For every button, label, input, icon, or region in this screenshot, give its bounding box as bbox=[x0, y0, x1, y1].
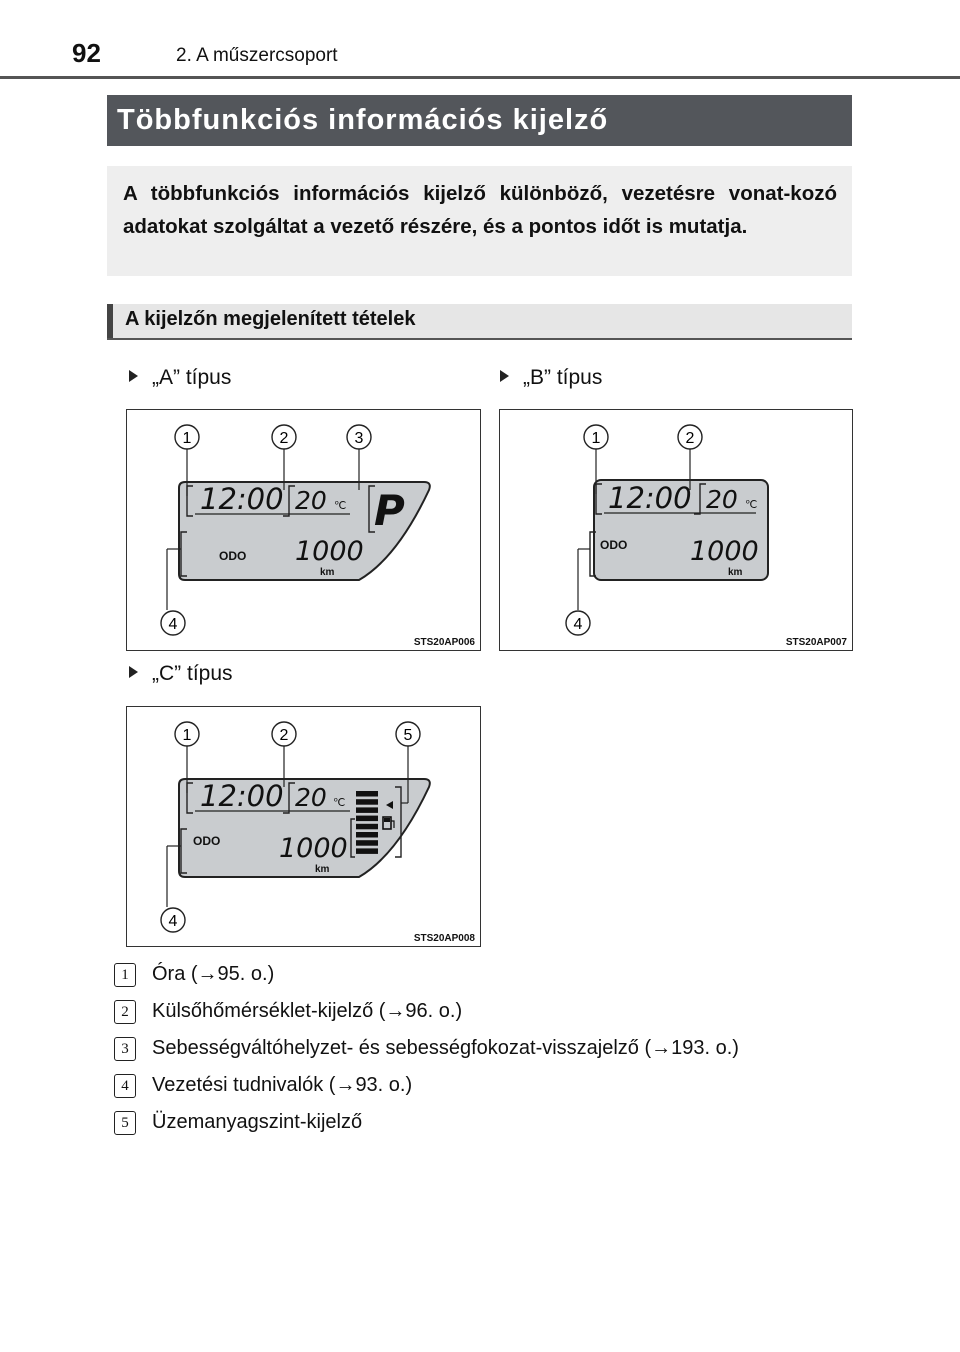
lcd-clock: 12:00 bbox=[200, 482, 284, 516]
figure-type-c bbox=[126, 706, 481, 947]
lcd-odo-label: ODO bbox=[219, 549, 247, 563]
subsection-marker bbox=[107, 304, 113, 338]
fuel-segment bbox=[356, 840, 378, 846]
legend-number: 3 bbox=[114, 1037, 136, 1061]
intro-box bbox=[107, 166, 852, 276]
legend-text: Sebességváltóhelyzet- és sebességfokozat-visszajelző (→193. o.) bbox=[152, 1037, 739, 1059]
legend-text: Óra (→95. o.) bbox=[152, 963, 275, 985]
callout-1-label: 1 bbox=[182, 430, 192, 447]
legend-item-5 bbox=[114, 1111, 362, 1139]
lcd-odo-unit: km bbox=[315, 864, 330, 875]
callout-5-label: 5 bbox=[403, 727, 413, 744]
figure-code: STS20AP007 bbox=[785, 637, 847, 648]
callout-2-label: 2 bbox=[279, 727, 289, 744]
figure-type-a bbox=[126, 409, 481, 651]
legend-text: Vezetési tudnivalók (→93. o.) bbox=[152, 1074, 413, 1096]
triangle-bullet-icon bbox=[500, 370, 509, 382]
lcd-clock: 12:00 bbox=[608, 481, 692, 515]
lcd-temp-unit: ℃ bbox=[333, 797, 346, 809]
chapter-title: 2. A műszercsoport bbox=[176, 45, 338, 66]
lcd-clock: 12:00 bbox=[200, 779, 284, 813]
fuel-segment bbox=[356, 799, 378, 805]
lcd-temperature: 20 bbox=[706, 485, 738, 514]
figure-code: STS20AP006 bbox=[413, 637, 475, 648]
variant-c-label: „C” típus bbox=[129, 662, 233, 686]
header-divider bbox=[0, 76, 960, 79]
legend-number: 4 bbox=[114, 1074, 136, 1098]
lcd-odo-unit: km bbox=[728, 567, 743, 578]
callout-3-label: 3 bbox=[354, 430, 364, 447]
legend-item-3 bbox=[114, 1037, 739, 1065]
legend-number: 1 bbox=[114, 963, 136, 987]
legend-number: 5 bbox=[114, 1111, 136, 1135]
variant-a-label: „A” típus bbox=[129, 366, 231, 390]
lcd-temp-unit: ℃ bbox=[334, 500, 347, 512]
fuel-segment bbox=[356, 832, 378, 838]
callout-4-label: 4 bbox=[573, 616, 583, 633]
fuel-segment bbox=[356, 848, 378, 854]
triangle-bullet-icon bbox=[129, 666, 138, 678]
callout-4-label: 4 bbox=[168, 913, 178, 930]
legend-text: Külsőhőmérséklet-kijelző (→96. o.) bbox=[152, 1000, 463, 1022]
lcd-temperature: 20 bbox=[295, 486, 327, 515]
legend-text: Üzemanyagszint-kijelző bbox=[152, 1111, 363, 1133]
legend-item-1 bbox=[114, 963, 274, 991]
subsection-bar bbox=[107, 304, 852, 340]
page-number: 92 bbox=[72, 38, 101, 68]
figure-type-b bbox=[499, 409, 853, 651]
display-diagram-a bbox=[127, 410, 480, 650]
display-diagram-b bbox=[500, 410, 852, 650]
lcd-odometer: 1000 bbox=[279, 833, 348, 864]
section-title-bar bbox=[107, 95, 852, 146]
fuel-segment bbox=[356, 824, 378, 830]
lcd-gear-position: P bbox=[374, 486, 405, 535]
lcd-temp-unit: ℃ bbox=[745, 499, 758, 511]
lcd-odometer: 1000 bbox=[295, 536, 364, 567]
lcd-odo-unit: km bbox=[320, 567, 335, 578]
subsection-title: A kijelzőn megjelenített tételek bbox=[125, 308, 416, 330]
callout-2-label: 2 bbox=[685, 430, 695, 447]
triangle-bullet-icon bbox=[129, 370, 138, 382]
display-diagram-c bbox=[127, 707, 480, 946]
fuel-segment bbox=[356, 791, 378, 797]
callout-1-label: 1 bbox=[591, 430, 601, 447]
callout-1-label: 1 bbox=[182, 727, 192, 744]
callout-2-label: 2 bbox=[279, 430, 289, 447]
callout-4-label: 4 bbox=[168, 616, 178, 633]
lcd-temperature: 20 bbox=[295, 783, 327, 812]
variant-b-label: „B” típus bbox=[500, 366, 602, 390]
page-title: Többfunkciós információs kijelző bbox=[117, 104, 609, 136]
intro-text: A többfunkciós információs kijelző különböző, vezetésre vonat-kozó adatokat szolgáltat a vezető részére, és a pontos időt is mutatja. bbox=[123, 182, 837, 238]
lcd-odometer: 1000 bbox=[690, 536, 759, 567]
lcd-odo-label: ODO bbox=[193, 834, 221, 848]
figure-code: STS20AP008 bbox=[413, 933, 475, 944]
legend-item-4 bbox=[114, 1074, 412, 1102]
lcd-odo-label: ODO bbox=[600, 538, 628, 552]
fuel-segment bbox=[356, 807, 378, 813]
legend-number: 2 bbox=[114, 1000, 136, 1024]
fuel-segment bbox=[356, 816, 378, 822]
legend-item-2 bbox=[114, 1000, 462, 1028]
